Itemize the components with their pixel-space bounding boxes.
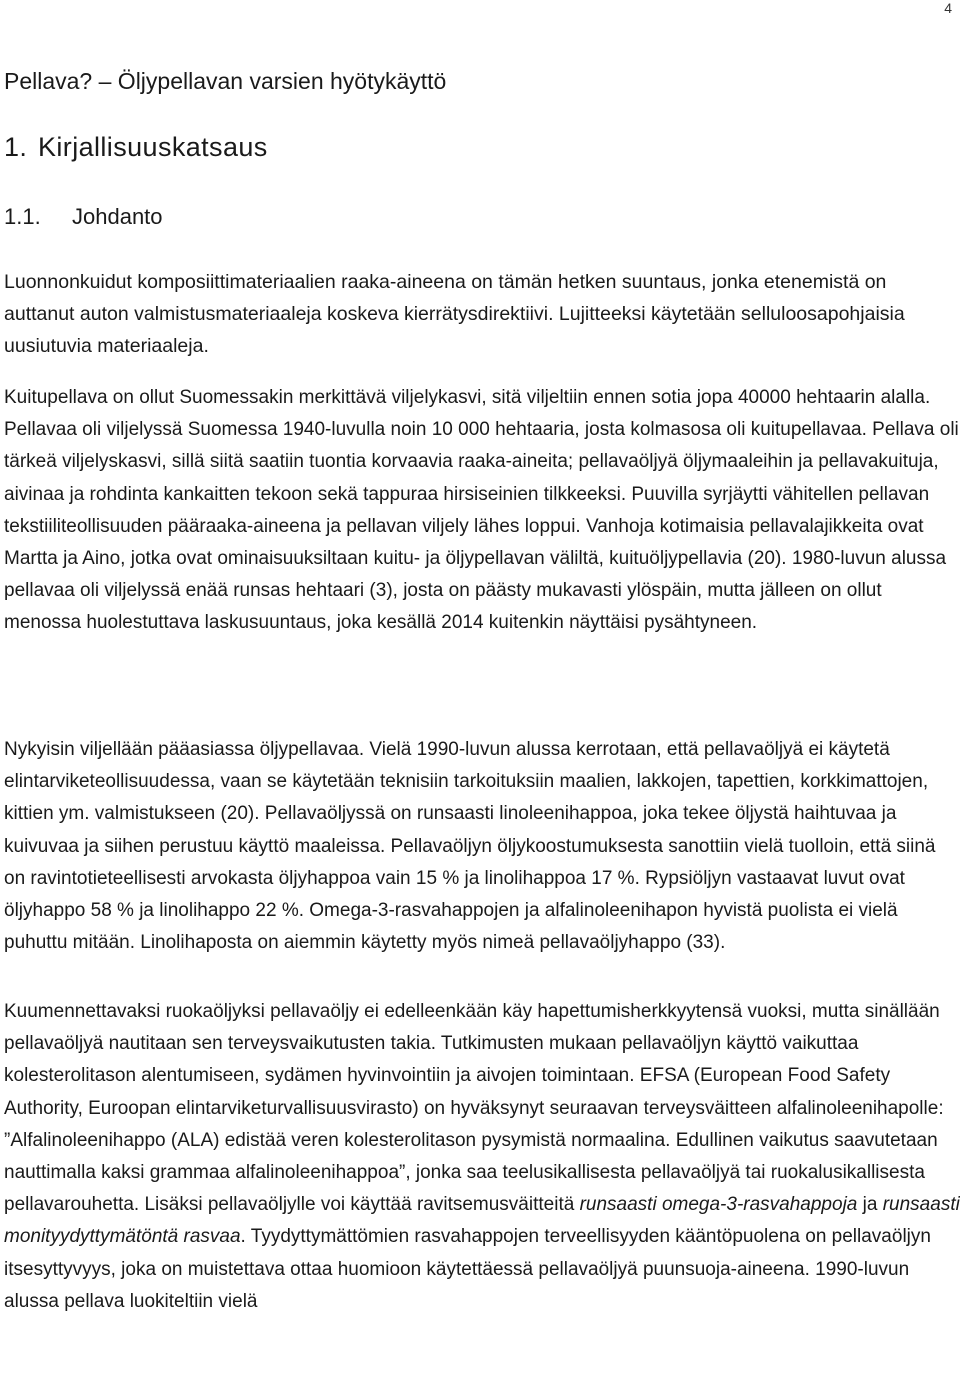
heading-section-1-1 <box>4 202 163 232</box>
paragraph-4 <box>4 996 960 1318</box>
paragraph-3 <box>4 734 960 959</box>
document-title: Pellava? – Öljypellavan varsien hyötykäyttö <box>4 68 447 94</box>
paragraph-4-emphasis-1: runsaasti omega-3-rasvahappoja <box>579 1194 858 1216</box>
heading-section-1-text: Kirjallisuuskatsaus <box>38 132 268 162</box>
paragraph-2 <box>4 382 960 640</box>
paragraph-2-text: Kuitupellava on ollut Suomessakin merkittävä viljelykasvi, sitä viljeltiin ennen sotia jopa 40000 hehtaarin alalla. Pellavaa oli viljelyssä Suomessa 1940-luvulla noin 10 000 hehtaaria, josta kolmasosa oli kuitupellavaa. Pellava oli tärkeä viljelyskasvi, sillä siitä saatiin tuontia korvaavia raaka-aineita; pellavaöljyä öljymaaleihin ja pellavakuituja, aivinaa ja rohdinta kankaitten tekoon sekä tappuraa hirsiseinien tilkkeeksi. Puuvilla syrjäytti vähitellen pellavan tekstiiliteollisuuden pääraaka-aineena ja pellavan viljely lähes loppui. Vanhoja kotimaisia pellavalajikkeita ovat Martta ja Aino, jotka ovat ominaisuuksiltaan kuitu- ja öljypellavan väliltä, kuituöljypellavia (20). 1980-luvun alussa pellavaa oli viljelyssä enää runsas hehtaari (3), josta on päästy mukavasti ylöspäin, mutta jälleen on ollut menossa huolestuttava laskusuuntaus, joka kesällä 2014 kuitenkin näyttäisi pysähtyneen. <box>4 387 959 634</box>
heading-section-1 <box>4 130 268 164</box>
paragraph-4-text <box>4 996 960 1318</box>
heading-section-1-number: 1. <box>4 132 28 162</box>
paragraph-3-text: Nykyisin viljellään pääasiassa öljypellavaa. Vielä 1990-luvun alussa kerrotaan, että pellavaöljyä ei käytetä elintarviketeollisuudessa, vaan se käytetään teknisiin tarkoituksiin maalien, lakkojen, tapettien, korkkimattojen, kittien ym. valmistukseen (20). Pellavaöljyssä on runsaasti linoleenihappoa, joka tekee öljystä haihtuvaa ja kuivuvaa ja siihen perustuu käyttö maaleissa. Pellavaöljyn öljykoostumuksesta sanottiin vielä tuolloin, että siinä on ravintotieteellisesti arvokasta öljyhappoa vain 15 % ja linolihappoa 17 %. Rypsiöljyn vastaavat luvut ovat öljyhappo 58 % ja linolihappo 22 %. Omega-3-rasvahappojen ja alfalinoleenihapon hyvistä puolista ei vielä puhuttu mitään. Linolihaposta on aiemmin käytetty myös nimeä pellavaöljyhappo (33). <box>4 739 936 954</box>
heading-section-1-1-number: 1.1. <box>4 204 41 229</box>
paragraph-intro <box>4 266 960 362</box>
paragraph-4-part-a: Kuumennettavaksi ruokaöljyksi pellavaöljy ei edelleenkään käy hapettumisherkkyytensä vuoksi, mutta sinällään pellavaöljyä nautitaan sen terveysvaikutusten takia. Tutkimusten mukaan pellavaöljyn käyttö vaikuttaa kolesterolitason alentumiseen, sydämen hyvinvointiin ja aivojen toimintaan. EFSA (European Food Safety Authority, Euroopan elintarviketurvallisuusvirasto) on hyväksynyt seuraavan terveysväitteen alfalinoleenihapolle: ”Alfalinoleenihappo (ALA) edistää veren kolesterolitason pysymistä normaalina. Edullinen vaikutus saavutetaan nauttimalla kaksi grammaa alfalinoleenihappoa”, jonka saa teelusikallisesta pellavaöljyä tai ruokalusikallisesta pellavarouhetta. Lisäksi pellavaöljylle voi käyttää ravitsemusväitteitä <box>4 1001 944 1216</box>
paragraph-4-emphasis-2: runsaasti monityydyttymätöntä rasvaa <box>4 1194 960 1248</box>
paragraph-4-part-b: ja <box>857 1194 883 1216</box>
paragraph-intro-text: Luonnonkuidut komposiittimateriaalien raaka-aineena on tämän hetken suuntaus, jonka etenemistä on auttanut auton valmistusmateriaaleja koskeva kierrätysdirektiivi. Lujitteeksi käytetään selluloosapohjaisia uusiutuvia materiaaleja. <box>4 271 905 357</box>
page-number: 4 <box>944 0 952 16</box>
paragraph-4-part-c: . Tyydyttymättömien rasvahappojen terveellisyyden kääntöpuolena on pellavaöljyn itsesyttyvyys, joka on muistettava ottaa huomioon käytettäessä pellavaöljyä puunsuoja-aineena. 1990-luvun alussa pellava luokiteltiin vielä <box>4 1226 931 1312</box>
heading-section-1-1-text: Johdanto <box>72 204 163 229</box>
